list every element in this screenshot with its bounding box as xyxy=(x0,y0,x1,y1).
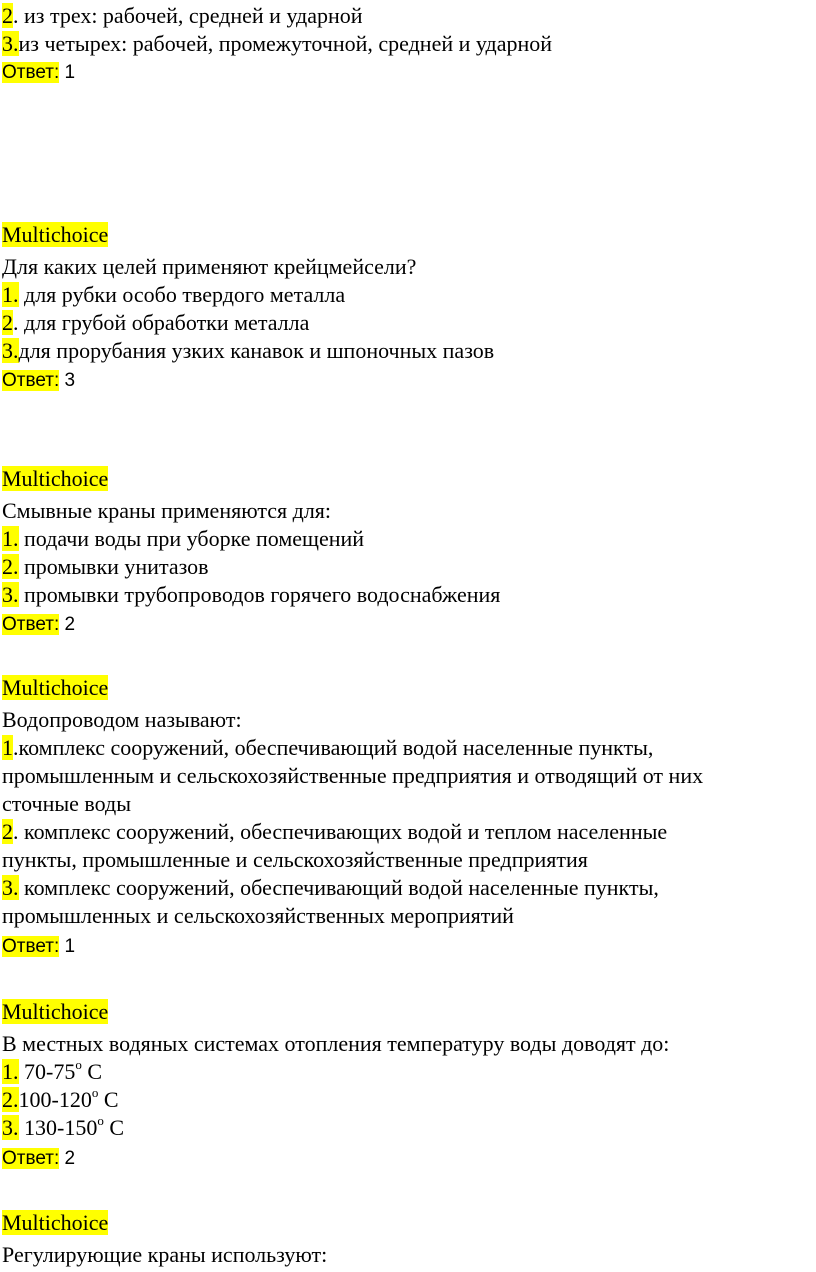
answer-value: 1 xyxy=(59,936,76,957)
option-text: для рубки особо твердого металла xyxy=(18,282,346,307)
degree-sup: o xyxy=(97,1112,104,1128)
option-number: 1. xyxy=(2,526,19,551)
option-text: . из трех: рабочей, средней и ударной xyxy=(13,3,363,28)
answer-label: Ответ: xyxy=(2,936,60,957)
option-number: 2 xyxy=(2,310,13,335)
option-line xyxy=(2,281,345,309)
option-line xyxy=(2,1058,102,1086)
option-number: 2 xyxy=(2,819,13,844)
degree-sup: o xyxy=(91,1084,99,1100)
answer-label: Ответ: xyxy=(2,370,60,391)
option-number: 3. xyxy=(2,1115,19,1140)
option-number: 3. xyxy=(2,31,19,56)
answer-label: Ответ: xyxy=(2,1148,60,1169)
option-text: для прорубания узких канавок и шпоночных пазов xyxy=(18,338,495,363)
question-text: Смывные краны применяются для: xyxy=(2,498,332,523)
option-line xyxy=(2,1086,119,1114)
option-text: . комплекс сооружений, обеспечивающих водой и теплом населенные xyxy=(13,819,668,844)
question-text: В местных водяных системах отопления температуру воды доводят до: xyxy=(2,1031,670,1056)
option-number: 1 xyxy=(2,735,13,760)
option-line xyxy=(2,2,363,30)
question-type: Multichoice xyxy=(2,466,109,491)
option-text: . для грубой обработки металла xyxy=(13,310,310,335)
option-text: 70-75 xyxy=(18,1059,76,1084)
question-text: Для каких целей применяют крейцмейсели? xyxy=(2,254,417,279)
option-text: .комплекс сооружений, обеспечивающий водой населенные пункты, xyxy=(13,735,654,760)
answer-label: Ответ: xyxy=(2,614,60,635)
option-line xyxy=(2,874,659,902)
answer-line xyxy=(2,611,75,639)
option-text-cont: сточные воды xyxy=(2,791,131,816)
option-line xyxy=(2,553,209,581)
option-number: 2. xyxy=(2,554,19,579)
option-text: комплекс сооружений, обеспечивающий водой населенные пункты, xyxy=(18,875,659,900)
option-text-cont: пункты, промышленные и сельскохозяйственные предприятия xyxy=(2,847,588,872)
option-text-cont: промышленных и сельскохозяйственных мероприятий xyxy=(2,903,514,928)
answer-value: 2 xyxy=(59,614,76,635)
answer-value: 1 xyxy=(59,62,76,83)
option-number: 3. xyxy=(2,338,19,363)
option-unit: С xyxy=(103,1115,125,1140)
question-type: Multichoice xyxy=(2,222,109,247)
option-line xyxy=(2,525,364,553)
option-text: подачи воды при уборке помещений xyxy=(18,526,365,551)
answer-line xyxy=(2,933,75,961)
answer-line xyxy=(2,367,75,395)
degree-sup: o xyxy=(75,1056,82,1072)
answer-label: Ответ: xyxy=(2,62,60,83)
option-text: 130-150 xyxy=(18,1115,98,1140)
option-number: 1. xyxy=(2,282,19,307)
question-text: Регулирующие краны используют: xyxy=(2,1242,328,1267)
option-line xyxy=(2,734,653,762)
option-line xyxy=(2,30,552,58)
option-line xyxy=(2,581,500,609)
question-type: Multichoice xyxy=(2,675,109,700)
option-number: 2. xyxy=(2,1087,19,1112)
option-line xyxy=(2,309,309,337)
option-number: 2 xyxy=(2,3,13,28)
option-text: промывки унитазов xyxy=(18,554,209,579)
option-unit: С xyxy=(98,1087,119,1112)
option-number: 1. xyxy=(2,1059,19,1084)
question-text: Водопроводом называют: xyxy=(2,707,242,732)
option-unit: С xyxy=(81,1059,103,1084)
option-text: промывки трубопроводов горячего водоснабжения xyxy=(18,582,501,607)
question-type: Multichoice xyxy=(2,999,109,1024)
option-text-cont: промышленным и сельскохозяйственные предприятия и отводящий от них xyxy=(2,763,704,788)
option-line xyxy=(2,337,494,365)
answer-line xyxy=(2,1145,75,1173)
option-text: из четырех: рабочей, промежуточной, средней и ударной xyxy=(18,31,553,56)
option-line xyxy=(2,818,667,846)
option-text: 100-120 xyxy=(18,1087,92,1112)
option-number: 3. xyxy=(2,582,19,607)
question-type: Multichoice xyxy=(2,1210,109,1235)
answer-line xyxy=(2,59,75,87)
option-number: 3. xyxy=(2,875,19,900)
option-line xyxy=(2,1114,124,1142)
answer-value: 3 xyxy=(59,370,76,391)
answer-value: 2 xyxy=(59,1148,76,1169)
